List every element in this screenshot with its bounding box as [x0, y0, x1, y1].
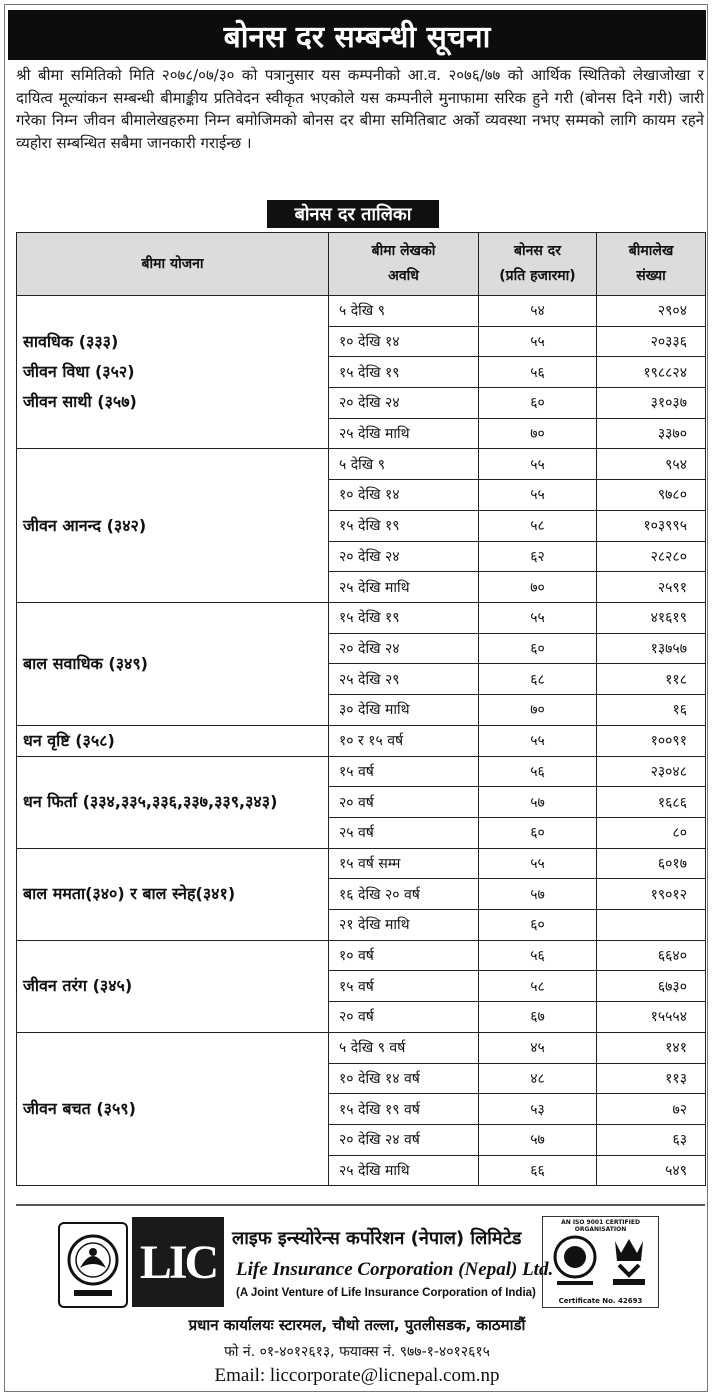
table-row: [17, 449, 706, 480]
table-title: बोनस दर तालिका: [267, 200, 439, 228]
table-row: [17, 602, 706, 633]
header-rate-line1: बोनस दर: [514, 243, 561, 259]
count-cell: ६०१७: [597, 848, 706, 879]
lic-emblem-logo: [58, 1222, 128, 1308]
header-term: [329, 233, 479, 296]
term-cell: २० देखि २४ वर्ष: [329, 1124, 479, 1155]
term-cell: १० देखि १४: [329, 480, 479, 511]
rate-cell: ६०: [479, 633, 597, 664]
term-cell: १० वर्ष: [329, 940, 479, 971]
term-cell: १० देखि १४ वर्ष: [329, 1063, 479, 1094]
count-cell: ५४९: [597, 1155, 706, 1186]
header-plan: बीमा योजना: [17, 233, 329, 296]
rate-cell: ५५: [479, 326, 597, 357]
rate-cell: ५६: [479, 756, 597, 787]
lic-logo-text: LIC: [132, 1217, 224, 1307]
rate-cell: ५४: [479, 296, 597, 327]
term-cell: १६ देखि २० वर्ष: [329, 879, 479, 910]
plan-name-cell: [17, 602, 329, 725]
urs-seal-icon: [551, 1231, 599, 1291]
certificate-number: Certificate No. 42693: [558, 1297, 643, 1305]
company-name-hindi: लाइफ इन्स्योरेन्स कर्पोरेशन (नेपाल) लिमिटेड: [232, 1228, 522, 1249]
rate-cell: ६०: [479, 818, 597, 849]
rate-cell: ६८: [479, 664, 597, 695]
count-cell: १००९१: [597, 725, 706, 756]
office-address: प्रधान कार्यालयः स्टारमल, चौथो तल्ला, पुतलीसडक, काठमाडौं: [188, 1316, 526, 1334]
cert-header: AN ISO 9001 CERTIFIED ORGANISATION: [561, 1219, 640, 1233]
term-cell: १५ देखि १९: [329, 510, 479, 541]
term-cell: ५ देखि ९: [329, 449, 479, 480]
ukas-crown-icon: [605, 1231, 653, 1291]
rate-cell: ५८: [479, 510, 597, 541]
table-row: [17, 296, 706, 327]
emblem-icon: [60, 1224, 126, 1306]
count-cell: २३०४८: [597, 756, 706, 787]
rate-cell: ५७: [479, 879, 597, 910]
rate-cell: ५५: [479, 449, 597, 480]
rate-cell: ४८: [479, 1063, 597, 1094]
count-cell: ११३: [597, 1063, 706, 1094]
term-cell: १५ देखि १९: [329, 357, 479, 388]
header-count: [597, 233, 706, 296]
count-cell: १०३९९५: [597, 510, 706, 541]
rate-cell: ७०: [479, 694, 597, 725]
rate-cell: ५८: [479, 971, 597, 1002]
table-row: [17, 756, 706, 787]
count-cell: १६: [597, 694, 706, 725]
rate-cell: ५५: [479, 602, 597, 633]
term-cell: २१ देखि माथि: [329, 910, 479, 941]
count-cell: १५५५४: [597, 1002, 706, 1033]
rate-cell: ६७: [479, 1002, 597, 1033]
term-cell: २० देखि २४: [329, 388, 479, 419]
term-cell: ५ देखि ९ वर्ष: [329, 1032, 479, 1063]
bonus-rate-table: [16, 232, 706, 1186]
plan-name: सावधिक (३३३): [23, 332, 119, 352]
table-row: [17, 1032, 706, 1063]
email-address: Email: liccorporate@licnepal.com.np: [214, 1365, 500, 1386]
table-row: [17, 940, 706, 971]
plan-name-cell: [17, 848, 329, 940]
joint-venture-note: (A Joint Venture of Life Insurance Corporation of India): [236, 1287, 536, 1299]
plan-name: बाल सवाधिक (३४९): [23, 653, 148, 673]
rate-cell: ७०: [479, 572, 597, 603]
count-cell: १९०१२: [597, 879, 706, 910]
count-cell: २५९१: [597, 572, 706, 603]
plan-name: धन फिर्ता (३३४,३३५,३३६,३३७,३३९,३४३): [23, 792, 278, 812]
table-header-row: [17, 233, 706, 296]
plan-name: जीवन आनन्द (३४२): [23, 515, 147, 535]
term-cell: १५ देखि १९ वर्ष: [329, 1094, 479, 1125]
count-cell: १४१: [597, 1032, 706, 1063]
rate-cell: ५५: [479, 725, 597, 756]
rate-cell: ५३: [479, 1094, 597, 1125]
plan-name: बाल ममता(३४०) र बाल स्नेह(३४१): [23, 884, 236, 904]
plan-name-cell: [17, 449, 329, 602]
count-cell: ३१०३७: [597, 388, 706, 419]
plan-name: जीवन तरंग (३४५): [23, 976, 133, 996]
rate-cell: ४५: [479, 1032, 597, 1063]
count-cell: १९८८२४: [597, 357, 706, 388]
term-cell: १५ देखि १९: [329, 602, 479, 633]
count-cell: ७२: [597, 1094, 706, 1125]
count-cell: २९०४: [597, 296, 706, 327]
term-cell: १० देखि १४: [329, 326, 479, 357]
count-cell: ९७८०: [597, 480, 706, 511]
plan-name: जीवन बचत (३५९): [23, 1099, 136, 1119]
term-cell: २० देखि २४: [329, 633, 479, 664]
term-cell: २५ देखि माथि: [329, 1155, 479, 1186]
count-cell: २८२८०: [597, 541, 706, 572]
table-row: [17, 848, 706, 879]
count-cell: ९५४: [597, 449, 706, 480]
plan-name-cell: [17, 940, 329, 1032]
term-cell: २५ देखि माथि: [329, 418, 479, 449]
notice-intro-paragraph: श्री बीमा समितिको मिति २०७८/०७/३० को पत्रानुसार यस कम्पनीको आ.व. २०७६/७७ को आर्थिक स्थितिको लेखाजोखा र दायित्व मूल्यांकन सम्बन्धी बीमाङ्कीय प्रतिवेदन स्वीकृत भएकोले यस कम्पनीले मुनाफामा सरिक हुने गरी (बोनस दिने गरी) जारी गरेका निम्न जीवन बीमालेखहरुमा निम्न बमोजिमको बोनस दर बीमा समितिबाट अर्को व्यवस्था नभए सम्मको लागि कायम रहने व्यहोरा सम्बन्धित सबैमा जानकारी गराईन्छ ।: [16, 66, 704, 152]
term-cell: २५ देखि २९: [329, 664, 479, 695]
footer-divider: [16, 1204, 705, 1206]
term-cell: १० र १५ वर्ष: [329, 725, 479, 756]
notice-title: बोनस दर सम्बन्धी सूचना: [8, 10, 706, 60]
count-cell: [597, 910, 706, 941]
count-cell: ६७३०: [597, 971, 706, 1002]
plan-name-cell: [17, 296, 329, 449]
term-cell: २० देखि २४: [329, 541, 479, 572]
iso-certification-badge: [542, 1216, 659, 1308]
rate-cell: ६२: [479, 541, 597, 572]
header-count-line1: बीमालेख: [628, 243, 674, 259]
rate-cell: ५६: [479, 357, 597, 388]
term-cell: १५ वर्ष: [329, 971, 479, 1002]
plan-name: जीवन विधा (३५२): [23, 362, 135, 382]
plan-name-cell: [17, 756, 329, 848]
rate-cell: ५६: [479, 940, 597, 971]
rate-cell: ६०: [479, 910, 597, 941]
count-cell: ६६४०: [597, 940, 706, 971]
count-cell: ११८: [597, 664, 706, 695]
header-term-line1: बीमा लेखको: [371, 243, 436, 259]
term-cell: १५ वर्ष: [329, 756, 479, 787]
company-name-english: Life Insurance Corporation (Nepal) Ltd.: [236, 1259, 554, 1280]
rate-cell: ५५: [479, 848, 597, 879]
count-cell: १३७५७: [597, 633, 706, 664]
term-cell: ५ देखि ९: [329, 296, 479, 327]
term-cell: १५ वर्ष सम्म: [329, 848, 479, 879]
count-cell: ८०: [597, 818, 706, 849]
plan-name-cell: [17, 725, 329, 756]
header-rate-line2: (प्रति हजारमा): [499, 268, 576, 284]
term-cell: २० वर्ष: [329, 787, 479, 818]
plan-name-cell: [17, 1032, 329, 1185]
plan-name: जीवन साथी (३५७): [23, 392, 137, 412]
count-cell: ६३: [597, 1124, 706, 1155]
term-cell: २५ देखि माथि: [329, 572, 479, 603]
count-cell: ४१६१९: [597, 602, 706, 633]
term-cell: ३० देखि माथि: [329, 694, 479, 725]
term-cell: २० वर्ष: [329, 1002, 479, 1033]
rate-cell: ५७: [479, 787, 597, 818]
count-cell: २०३३६: [597, 326, 706, 357]
table-row: [17, 725, 706, 756]
term-cell: २५ वर्ष: [329, 818, 479, 849]
rate-cell: ५७: [479, 1124, 597, 1155]
rate-cell: ५५: [479, 480, 597, 511]
rate-cell: ६०: [479, 388, 597, 419]
table-body: [17, 296, 706, 1186]
rate-cell: ७०: [479, 418, 597, 449]
header-term-line2: अवधि: [388, 268, 419, 284]
count-cell: १६८६: [597, 787, 706, 818]
header-rate: [479, 233, 597, 296]
plan-name: धन वृष्टि (३५८): [23, 730, 115, 750]
header-count-line2: संख्या: [636, 268, 666, 284]
count-cell: ३३७०: [597, 418, 706, 449]
rate-cell: ६६: [479, 1155, 597, 1186]
phone-fax: फो नं. ०१-४०१२६१३, फयाक्स नं. ९७७-१-४०१२६१५: [224, 1344, 490, 1360]
